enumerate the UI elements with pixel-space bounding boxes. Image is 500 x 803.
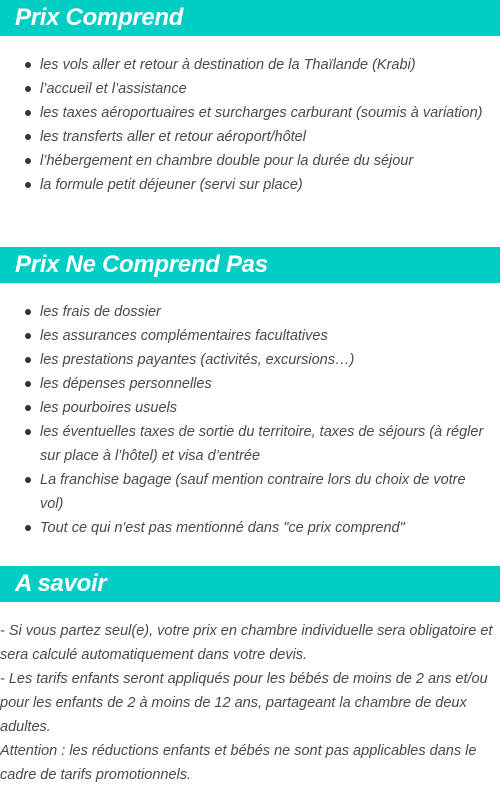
list-item: les taxes aéroportuaires et surcharges carburant (soumis à variation) — [0, 101, 500, 125]
list-item: les pourboires usuels — [0, 396, 500, 420]
list-item: les dépenses personnelles — [0, 372, 500, 396]
list-item: les frais de dossier — [0, 300, 500, 324]
list-item: l’hébergement en chambre double pour la durée du séjour — [0, 149, 500, 173]
section-title-a-savoir: A savoir — [0, 566, 500, 602]
info-paragraph: - Si vous partez seul(e), votre prix en chambre individuelle sera obligatoire et sera calculé automatiquement dans votre devis. — [0, 623, 493, 663]
list-item: la formule petit déjeuner (servi sur place) — [0, 173, 500, 197]
info-paragraph: - Les tarifs enfants seront appliqués pour les bébés de moins de 2 ans et/ou pour les enfants de 2 à moins de 12 ans, partageant la chambre de deux adultes. — [0, 671, 488, 735]
list-prix-comprend — [0, 53, 500, 197]
list-item: La franchise bagage (sauf mention contraire lors du choix de votre vol) — [0, 468, 500, 516]
section-title-prix-comprend: Prix Comprend — [0, 0, 500, 36]
list-item: Tout ce qui n'est pas mentionné dans "ce prix comprend" — [0, 516, 500, 540]
list-item: les transferts aller et retour aéroport/hôtel — [0, 125, 500, 149]
a-savoir-text — [0, 619, 500, 787]
list-item: les prestations payantes (activités, excursions…) — [0, 348, 500, 372]
info-paragraph: Attention : les réductions enfants et bébés ne sont pas applicables dans le cadre de tarifs promotionnels. — [0, 743, 477, 783]
list-item: les éventuelles taxes de sortie du territoire, taxes de séjours (à régler sur place à l’hôtel) et visa d’entrée — [0, 420, 500, 468]
list-item: les vols aller et retour à destination de la Thaïlande (Krabi) — [0, 53, 500, 77]
section-title-prix-ne-comprend-pas: Prix Ne Comprend Pas — [0, 247, 500, 283]
list-item: les assurances complémentaires facultatives — [0, 324, 500, 348]
list-item: l’accueil et l’assistance — [0, 77, 500, 101]
list-prix-ne-comprend-pas — [0, 300, 500, 540]
